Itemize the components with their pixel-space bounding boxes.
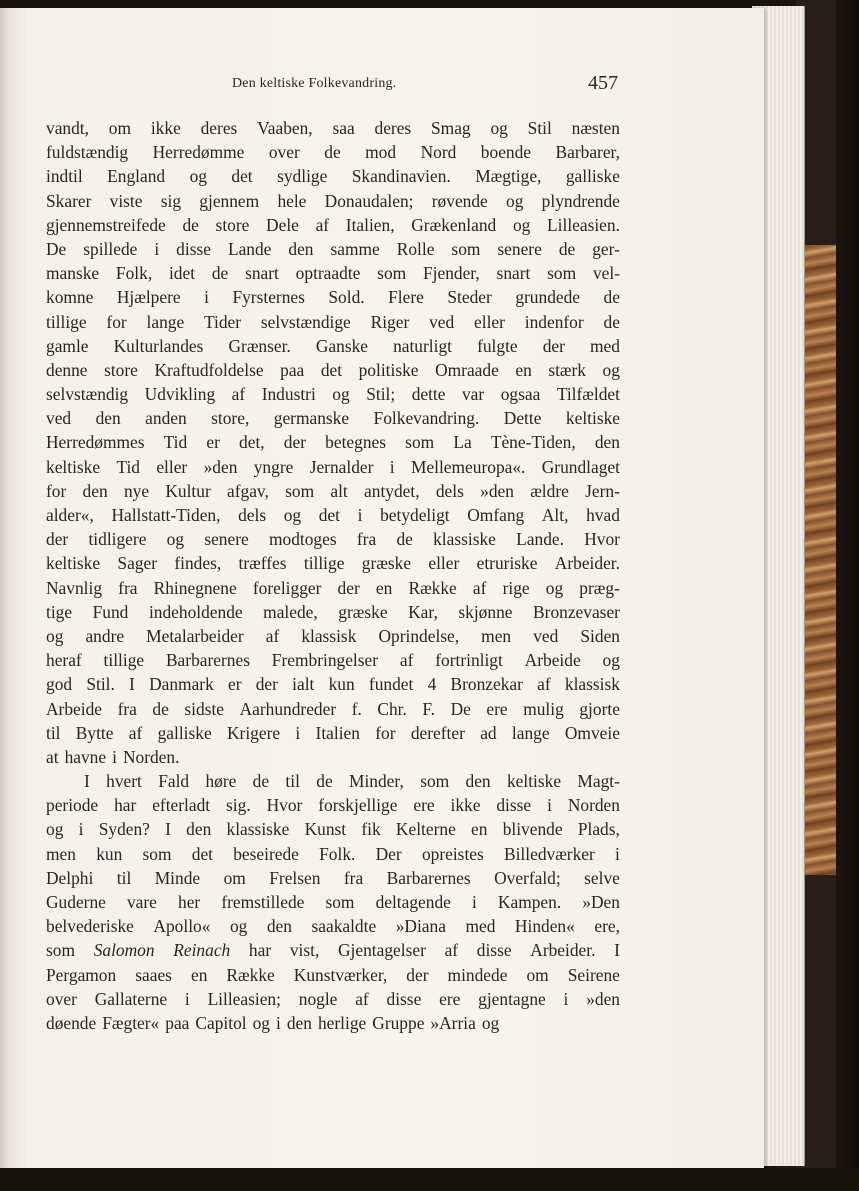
text-line: selvstændig Udvikling af Industri og Stil; dette var ogsaa Tilfældet xyxy=(46,384,620,405)
text-line: der tidligere og senere modtoges fra de klassiske Lande. Hvor xyxy=(46,529,620,550)
text-line: heraf tillige Barbarernes Frembringelser af fortrinligt Arbeide og xyxy=(46,650,620,671)
text-line: og andre Metalarbeider af klassisk Oprindelse, men ved Siden xyxy=(46,625,620,646)
text-line: tige Fund indeholdende malede, græske Kar, skjønne Bronzevaser xyxy=(46,601,620,622)
paragraph xyxy=(46,116,620,769)
text-line: keltiske Sager findes, træffes tillige græske eller etruriske Arbeider. xyxy=(46,553,620,574)
text-line: tillige for lange Tider selvstændige Riger ved eller indenfor de xyxy=(46,311,620,332)
text-line: døende Fægter« paa Capitol og i den herlige Gruppe »Arria og xyxy=(46,1012,500,1033)
text-line: ved den anden store, germanske Folkevandring. Dette keltiske xyxy=(46,408,620,429)
text-line: for den nye Kultur afgav, som alt antydet, dels »den ældre Jern- xyxy=(46,480,620,501)
text-line: til Bytte af galliske Krigere i Italien for derefter ad lange Omveie xyxy=(46,722,620,743)
text-line: manske Folk, idet de snart optraadte som Fjender, snart som vel- xyxy=(46,263,620,284)
text-line: belvederiske Apollo« og den saakaldte »Diana med Hinden« ere, xyxy=(46,916,620,937)
text-line: Skarer viste sig gjennem hele Donaudalen; røvende og plyndrende xyxy=(46,190,620,211)
text-line: og i Syden? I den klassiske Kunst fik Kelterne en blivende Plads, xyxy=(46,819,620,840)
text-line: som Salomon Reinach har vist, Gjentagelser af disse Arbeider. I xyxy=(46,940,620,961)
text-line: Pergamon saaes en Række Kunstværker, der mindede om Seirene xyxy=(46,964,620,985)
text-line: god Stil. I Danmark er der ialt kun fundet 4 Bronzekar af klassisk xyxy=(46,674,620,695)
running-title: Den keltiske Folkevandring. xyxy=(232,76,397,91)
page-number: 457 xyxy=(588,72,618,94)
top-edge xyxy=(0,0,859,8)
text-line: komne Hjælpere i Fyrsternes Sold. Flere Steder grundede de xyxy=(46,287,620,308)
text-line: over Gallaterne i Lilleasien; nogle af disse ere gjentagne i »den xyxy=(46,988,620,1009)
text-line: fuldstændig Herredømme over de mod Nord boende Barbarer, xyxy=(46,142,620,163)
text-line: gamle Kulturlandes Grænser. Ganske naturligt fulgte der med xyxy=(46,335,620,356)
text-line: denne store Kraftudfoldelse paa det politiske Omraade en stærk og xyxy=(46,359,620,380)
bottom-edge xyxy=(0,1168,859,1191)
body-text xyxy=(46,116,620,1035)
text-line: I hvert Fald høre de til de Minder, som den keltiske Magt- xyxy=(84,771,620,792)
text-line: gjennemstreifede de store Dele af Italien, Grækenland og Lilleasien. xyxy=(46,214,620,235)
text-line: men kun som det beseirede Folk. Der opreistes Billedværker i xyxy=(46,843,620,864)
text-line: Delphi til Minde om Frelsen fra Barbarernes Overfald; selve xyxy=(46,867,620,888)
text-line: at havne i Norden. xyxy=(46,746,180,767)
page-header xyxy=(0,68,764,98)
text-line: indtil England og det sydlige Skandinavien. Mægtige, galliske xyxy=(46,166,620,187)
text-line: Herredømmes Tid er det, der betegnes som La Tène-Tiden, den xyxy=(46,432,620,453)
paragraph xyxy=(46,769,620,1035)
text-line: Arbeide fra de sidste Aarhundreder f. Chr. F. De ere mulig gjorte xyxy=(46,698,620,719)
text-line: vandt, om ikke deres Vaaben, saa deres Smag og Stil næsten xyxy=(46,118,620,138)
text-line: Guderne vare her fremstillede som deltagende i Kampen. »Den xyxy=(46,892,620,912)
text-line: Navnlig fra Rhinegnene foreligger der en Række af rige og præg- xyxy=(46,577,620,598)
marbled-endpaper xyxy=(800,245,840,875)
text-line: alder«, Hallstatt-Tiden, dels og det i betydeligt Omfang Alt, hvad xyxy=(46,505,620,525)
cover-edge xyxy=(836,0,859,1191)
text-line: De spillede i disse Lande den samme Rolle som senere de ger- xyxy=(46,238,620,259)
text-line: periode har efterladt sig. Hvor forskjellige ere ikke disse i Norden xyxy=(46,795,620,816)
text-line: keltiske Tid eller »den yngre Jernalder i Mellemeuropa«. Grundlaget xyxy=(46,456,620,477)
